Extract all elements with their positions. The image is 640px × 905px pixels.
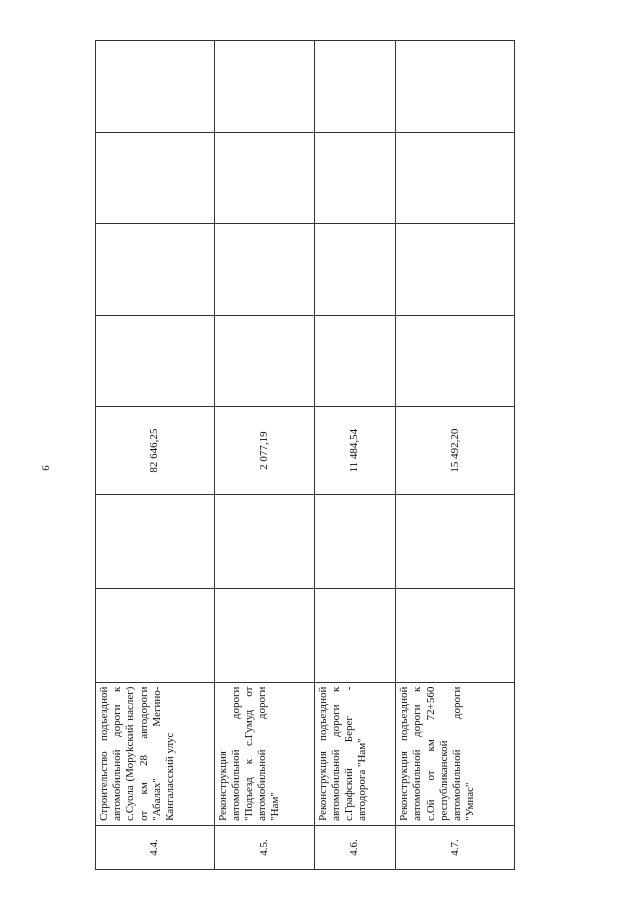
empty-cell xyxy=(314,588,395,682)
empty-cell xyxy=(396,41,515,133)
empty-cell xyxy=(396,588,515,682)
investment-table xyxy=(95,40,515,870)
empty-cell xyxy=(214,132,314,223)
empty-cell xyxy=(314,315,395,406)
row-number: 4.5. xyxy=(214,825,314,869)
rotated-table-container xyxy=(95,40,515,870)
table-row xyxy=(214,41,314,870)
empty-cell xyxy=(396,132,515,223)
row-number: 4.7. xyxy=(396,825,515,869)
empty-cell xyxy=(214,224,314,315)
row-description: Реконструкция подъездной автомобильной дороги к с.Графский Берег - автодорога "Нам" xyxy=(314,682,395,825)
empty-cell xyxy=(96,315,215,406)
row-value: 15 492,20 xyxy=(396,407,515,495)
empty-cell xyxy=(96,495,215,589)
table-row xyxy=(396,41,515,870)
table-row xyxy=(314,41,395,870)
empty-cell xyxy=(396,495,515,589)
empty-cell xyxy=(396,315,515,406)
empty-cell xyxy=(314,132,395,223)
row-value: 2 077,19 xyxy=(214,407,314,495)
empty-cell xyxy=(214,41,314,133)
row-number: 4.4. xyxy=(96,825,215,869)
row-value: 82 646,25 xyxy=(96,407,215,495)
empty-cell xyxy=(314,224,395,315)
empty-cell xyxy=(214,495,314,589)
empty-cell xyxy=(214,588,314,682)
table-row xyxy=(96,41,215,870)
empty-cell xyxy=(96,588,215,682)
empty-cell xyxy=(396,224,515,315)
row-number: 4.6. xyxy=(314,825,395,869)
row-description: Строительство подъездной автомобильной дороги к с.Суола (Моруkский наслег) от км 28 автодороги "Абалах" Мегино-Кангаласский улус xyxy=(96,682,215,825)
empty-cell xyxy=(314,41,395,133)
table-rotation-frame xyxy=(95,40,515,870)
row-value: 11 484,54 xyxy=(314,407,395,495)
empty-cell xyxy=(96,224,215,315)
empty-cell xyxy=(96,41,215,133)
empty-cell xyxy=(96,132,215,223)
empty-cell xyxy=(314,495,395,589)
row-description: Реконструкция подъездной автомобильной дороги к с.Ой от км 72+560 республиканской автомобильной дороги "Умнас" xyxy=(396,682,515,825)
empty-cell xyxy=(214,315,314,406)
row-description: Реконструкция автомобильной дороги "Подъезд к с.Гумуд от автомобильной дороги "Нам" xyxy=(214,682,314,825)
page-number: 9 xyxy=(38,465,51,471)
